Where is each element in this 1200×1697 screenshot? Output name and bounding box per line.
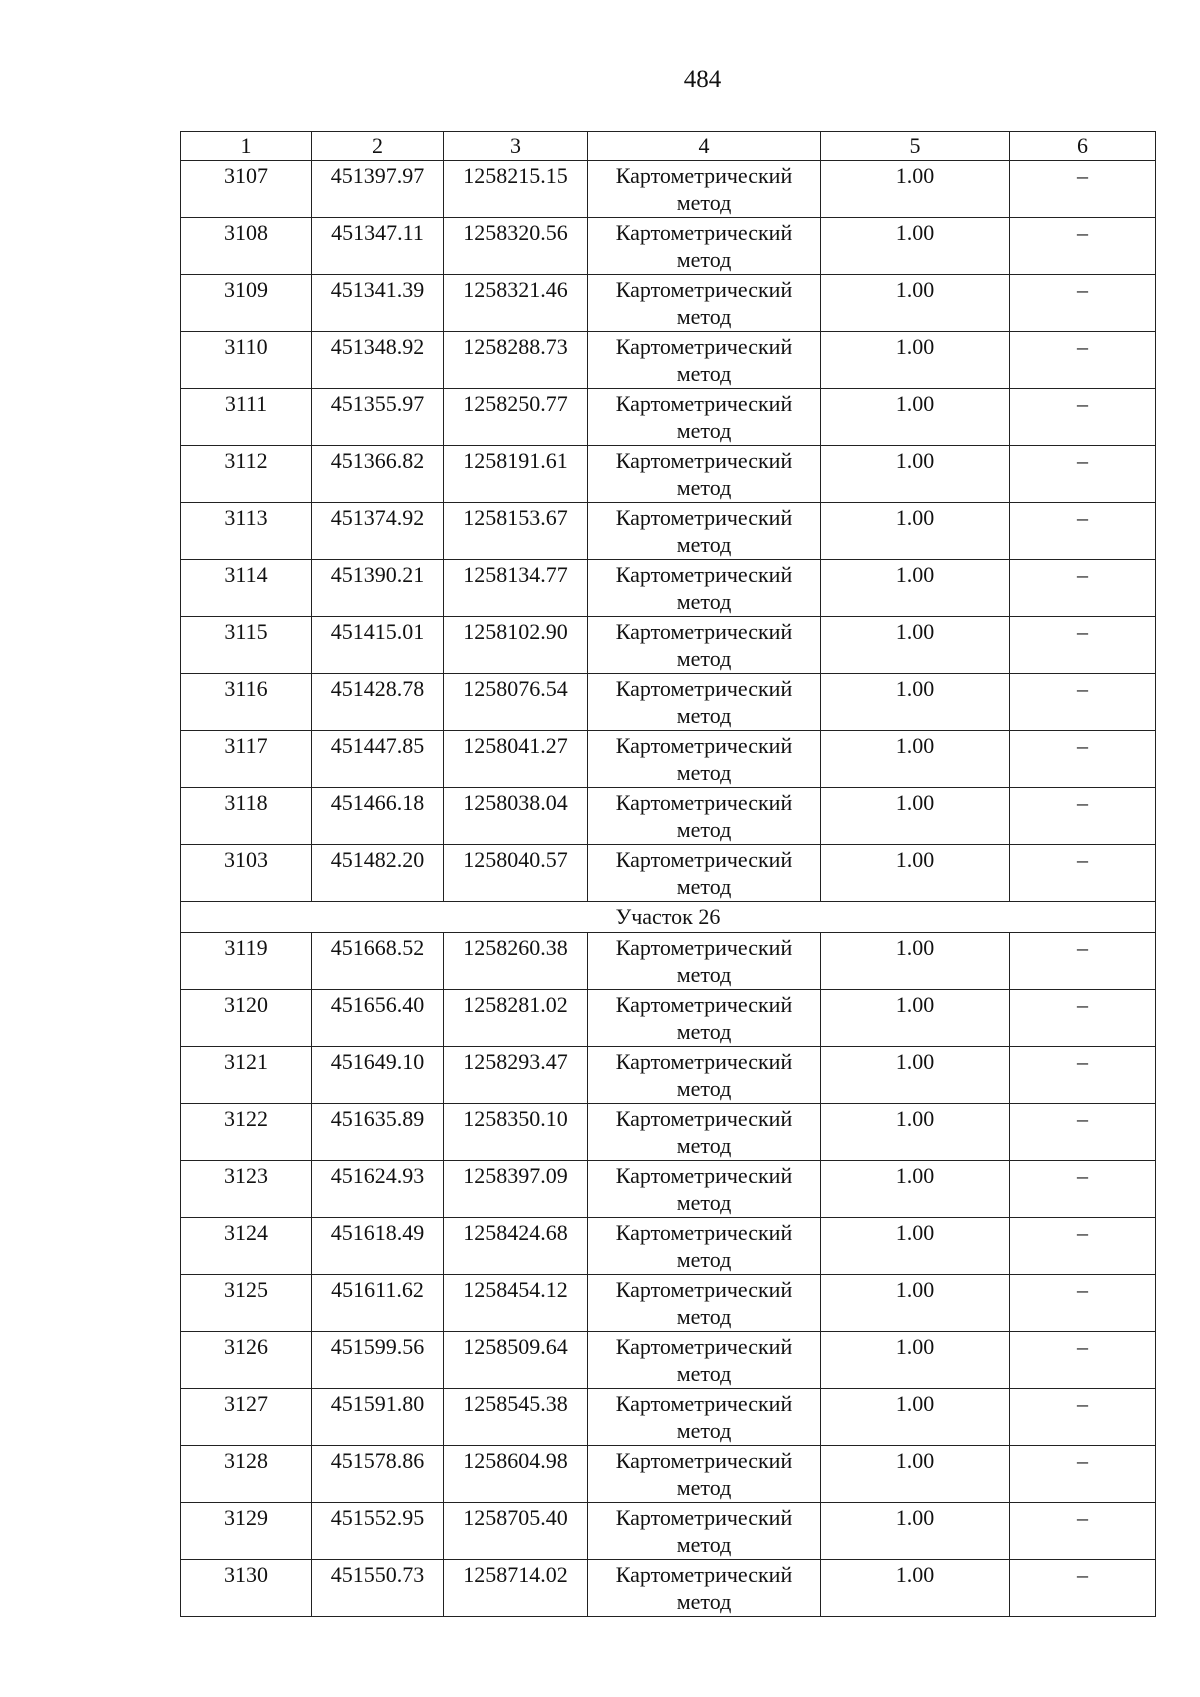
point-number-cell: 3123 [181, 1161, 312, 1218]
point-number-cell: 3119 [181, 933, 312, 990]
accuracy-cell: 1.00 [821, 446, 1010, 503]
method-cell: Картометрический метод [588, 1332, 821, 1389]
column-header: 4 [588, 132, 821, 161]
point-number-cell: 3110 [181, 332, 312, 389]
point-number-cell: 3107 [181, 161, 312, 218]
table-row [181, 1218, 1156, 1275]
method-cell: Картометрический метод [588, 332, 821, 389]
description-cell: – [1010, 1560, 1156, 1617]
table-row [181, 731, 1156, 788]
y-coordinate-cell: 1258041.27 [444, 731, 588, 788]
table-row [181, 1275, 1156, 1332]
accuracy-cell: 1.00 [821, 845, 1010, 902]
y-coordinate-cell: 1258424.68 [444, 1218, 588, 1275]
x-coordinate-cell: 451482.20 [312, 845, 444, 902]
point-number-cell: 3130 [181, 1560, 312, 1617]
point-number-cell: 3109 [181, 275, 312, 332]
table-row [181, 1446, 1156, 1503]
description-cell: – [1010, 389, 1156, 446]
description-cell: – [1010, 161, 1156, 218]
accuracy-cell: 1.00 [821, 617, 1010, 674]
description-cell: – [1010, 617, 1156, 674]
column-header: 1 [181, 132, 312, 161]
table-row [181, 560, 1156, 617]
table-row [181, 990, 1156, 1047]
description-cell: – [1010, 933, 1156, 990]
method-cell: Картометрический метод [588, 1104, 821, 1161]
table-row [181, 161, 1156, 218]
method-cell: Картометрический метод [588, 933, 821, 990]
point-number-cell: 3125 [181, 1275, 312, 1332]
method-cell: Картометрический метод [588, 218, 821, 275]
y-coordinate-cell: 1258509.64 [444, 1332, 588, 1389]
y-coordinate-cell: 1258320.56 [444, 218, 588, 275]
x-coordinate-cell: 451466.18 [312, 788, 444, 845]
accuracy-cell: 1.00 [821, 1560, 1010, 1617]
description-cell: – [1010, 218, 1156, 275]
description-cell: – [1010, 845, 1156, 902]
table-row [181, 503, 1156, 560]
accuracy-cell: 1.00 [821, 161, 1010, 218]
accuracy-cell: 1.00 [821, 1503, 1010, 1560]
y-coordinate-cell: 1258281.02 [444, 990, 588, 1047]
description-cell: – [1010, 1161, 1156, 1218]
table-row [181, 389, 1156, 446]
y-coordinate-cell: 1258545.38 [444, 1389, 588, 1446]
method-cell: Картометрический метод [588, 1446, 821, 1503]
table-row [181, 1389, 1156, 1446]
y-coordinate-cell: 1258215.15 [444, 161, 588, 218]
y-coordinate-cell: 1258288.73 [444, 332, 588, 389]
description-cell: – [1010, 1446, 1156, 1503]
point-number-cell: 3120 [181, 990, 312, 1047]
method-cell: Картометрический метод [588, 275, 821, 332]
x-coordinate-cell: 451552.95 [312, 1503, 444, 1560]
y-coordinate-cell: 1258153.67 [444, 503, 588, 560]
x-coordinate-cell: 451668.52 [312, 933, 444, 990]
x-coordinate-cell: 451624.93 [312, 1161, 444, 1218]
table-row [181, 617, 1156, 674]
accuracy-cell: 1.00 [821, 1047, 1010, 1104]
accuracy-cell: 1.00 [821, 788, 1010, 845]
table-row [181, 788, 1156, 845]
y-coordinate-cell: 1258714.02 [444, 1560, 588, 1617]
description-cell: – [1010, 788, 1156, 845]
accuracy-cell: 1.00 [821, 1218, 1010, 1275]
method-cell: Картометрический метод [588, 788, 821, 845]
y-coordinate-cell: 1258040.57 [444, 845, 588, 902]
accuracy-cell: 1.00 [821, 933, 1010, 990]
method-cell: Картометрический метод [588, 845, 821, 902]
method-cell: Картометрический метод [588, 1389, 821, 1446]
table-row [181, 1104, 1156, 1161]
x-coordinate-cell: 451374.92 [312, 503, 444, 560]
x-coordinate-cell: 451366.82 [312, 446, 444, 503]
method-cell: Картометрический метод [588, 674, 821, 731]
table-row [181, 218, 1156, 275]
y-coordinate-cell: 1258293.47 [444, 1047, 588, 1104]
x-coordinate-cell: 451341.39 [312, 275, 444, 332]
point-number-cell: 3121 [181, 1047, 312, 1104]
table-row [181, 1161, 1156, 1218]
x-coordinate-cell: 451578.86 [312, 1446, 444, 1503]
point-number-cell: 3129 [181, 1503, 312, 1560]
method-cell: Картометрический метод [588, 560, 821, 617]
x-coordinate-cell: 451635.89 [312, 1104, 444, 1161]
method-cell: Картометрический метод [588, 389, 821, 446]
accuracy-cell: 1.00 [821, 731, 1010, 788]
column-header: 6 [1010, 132, 1156, 161]
table-row [181, 845, 1156, 902]
table-row [181, 1560, 1156, 1617]
x-coordinate-cell: 451649.10 [312, 1047, 444, 1104]
x-coordinate-cell: 451550.73 [312, 1560, 444, 1617]
point-number-cell: 3126 [181, 1332, 312, 1389]
x-coordinate-cell: 451347.11 [312, 218, 444, 275]
method-cell: Картометрический метод [588, 503, 821, 560]
x-coordinate-cell: 451611.62 [312, 1275, 444, 1332]
section-row [181, 902, 1156, 933]
point-number-cell: 3122 [181, 1104, 312, 1161]
accuracy-cell: 1.00 [821, 503, 1010, 560]
description-cell: – [1010, 674, 1156, 731]
x-coordinate-cell: 451618.49 [312, 1218, 444, 1275]
point-number-cell: 3118 [181, 788, 312, 845]
method-cell: Картометрический метод [588, 1503, 821, 1560]
table-row [181, 446, 1156, 503]
accuracy-cell: 1.00 [821, 1104, 1010, 1161]
accuracy-cell: 1.00 [821, 674, 1010, 731]
method-cell: Картометрический метод [588, 446, 821, 503]
description-cell: – [1010, 731, 1156, 788]
point-number-cell: 3108 [181, 218, 312, 275]
accuracy-cell: 1.00 [821, 1275, 1010, 1332]
method-cell: Картометрический метод [588, 990, 821, 1047]
point-number-cell: 3114 [181, 560, 312, 617]
point-number-cell: 3117 [181, 731, 312, 788]
y-coordinate-cell: 1258260.38 [444, 933, 588, 990]
x-coordinate-cell: 451355.97 [312, 389, 444, 446]
point-number-cell: 3112 [181, 446, 312, 503]
x-coordinate-cell: 451656.40 [312, 990, 444, 1047]
table-row [181, 1503, 1156, 1560]
description-cell: – [1010, 446, 1156, 503]
description-cell: – [1010, 332, 1156, 389]
accuracy-cell: 1.00 [821, 1332, 1010, 1389]
x-coordinate-cell: 451397.97 [312, 161, 444, 218]
description-cell: – [1010, 1218, 1156, 1275]
column-header: 5 [821, 132, 1010, 161]
accuracy-cell: 1.00 [821, 560, 1010, 617]
y-coordinate-cell: 1258038.04 [444, 788, 588, 845]
method-cell: Картометрический метод [588, 1161, 821, 1218]
table-header-row [181, 132, 1156, 161]
table-row [181, 933, 1156, 990]
y-coordinate-cell: 1258350.10 [444, 1104, 588, 1161]
y-coordinate-cell: 1258604.98 [444, 1446, 588, 1503]
y-coordinate-cell: 1258321.46 [444, 275, 588, 332]
description-cell: – [1010, 1332, 1156, 1389]
table-row [181, 1047, 1156, 1104]
table-row [181, 674, 1156, 731]
description-cell: – [1010, 503, 1156, 560]
page-number: 484 [683, 66, 722, 93]
description-cell: – [1010, 1503, 1156, 1560]
method-cell: Картометрический метод [588, 1560, 821, 1617]
x-coordinate-cell: 451428.78 [312, 674, 444, 731]
point-number-cell: 3113 [181, 503, 312, 560]
method-cell: Картометрический метод [588, 1047, 821, 1104]
table-row [181, 275, 1156, 332]
description-cell: – [1010, 990, 1156, 1047]
y-coordinate-cell: 1258102.90 [444, 617, 588, 674]
method-cell: Картометрический метод [588, 1275, 821, 1332]
method-cell: Картометрический метод [588, 161, 821, 218]
description-cell: – [1010, 560, 1156, 617]
y-coordinate-cell: 1258454.12 [444, 1275, 588, 1332]
method-cell: Картометрический метод [588, 617, 821, 674]
column-header: 3 [444, 132, 588, 161]
accuracy-cell: 1.00 [821, 1446, 1010, 1503]
accuracy-cell: 1.00 [821, 389, 1010, 446]
accuracy-cell: 1.00 [821, 332, 1010, 389]
point-number-cell: 3128 [181, 1446, 312, 1503]
column-header: 2 [312, 132, 444, 161]
section-title: Участок 26 [181, 902, 1156, 933]
table-row [181, 332, 1156, 389]
method-cell: Картометрический метод [588, 731, 821, 788]
accuracy-cell: 1.00 [821, 1161, 1010, 1218]
x-coordinate-cell: 451447.85 [312, 731, 444, 788]
y-coordinate-cell: 1258250.77 [444, 389, 588, 446]
x-coordinate-cell: 451390.21 [312, 560, 444, 617]
accuracy-cell: 1.00 [821, 990, 1010, 1047]
point-number-cell: 3103 [181, 845, 312, 902]
point-number-cell: 3111 [181, 389, 312, 446]
x-coordinate-cell: 451348.92 [312, 332, 444, 389]
accuracy-cell: 1.00 [821, 275, 1010, 332]
point-number-cell: 3115 [181, 617, 312, 674]
y-coordinate-cell: 1258705.40 [444, 1503, 588, 1560]
point-number-cell: 3116 [181, 674, 312, 731]
description-cell: – [1010, 1389, 1156, 1446]
x-coordinate-cell: 451599.56 [312, 1332, 444, 1389]
x-coordinate-cell: 451591.80 [312, 1389, 444, 1446]
coordinates-table [180, 131, 1156, 1617]
x-coordinate-cell: 451415.01 [312, 617, 444, 674]
method-cell: Картометрический метод [588, 1218, 821, 1275]
description-cell: – [1010, 1104, 1156, 1161]
accuracy-cell: 1.00 [821, 218, 1010, 275]
description-cell: – [1010, 1275, 1156, 1332]
point-number-cell: 3127 [181, 1389, 312, 1446]
y-coordinate-cell: 1258076.54 [444, 674, 588, 731]
table-row [181, 1332, 1156, 1389]
accuracy-cell: 1.00 [821, 1389, 1010, 1446]
description-cell: – [1010, 1047, 1156, 1104]
description-cell: – [1010, 275, 1156, 332]
y-coordinate-cell: 1258191.61 [444, 446, 588, 503]
point-number-cell: 3124 [181, 1218, 312, 1275]
y-coordinate-cell: 1258397.09 [444, 1161, 588, 1218]
y-coordinate-cell: 1258134.77 [444, 560, 588, 617]
